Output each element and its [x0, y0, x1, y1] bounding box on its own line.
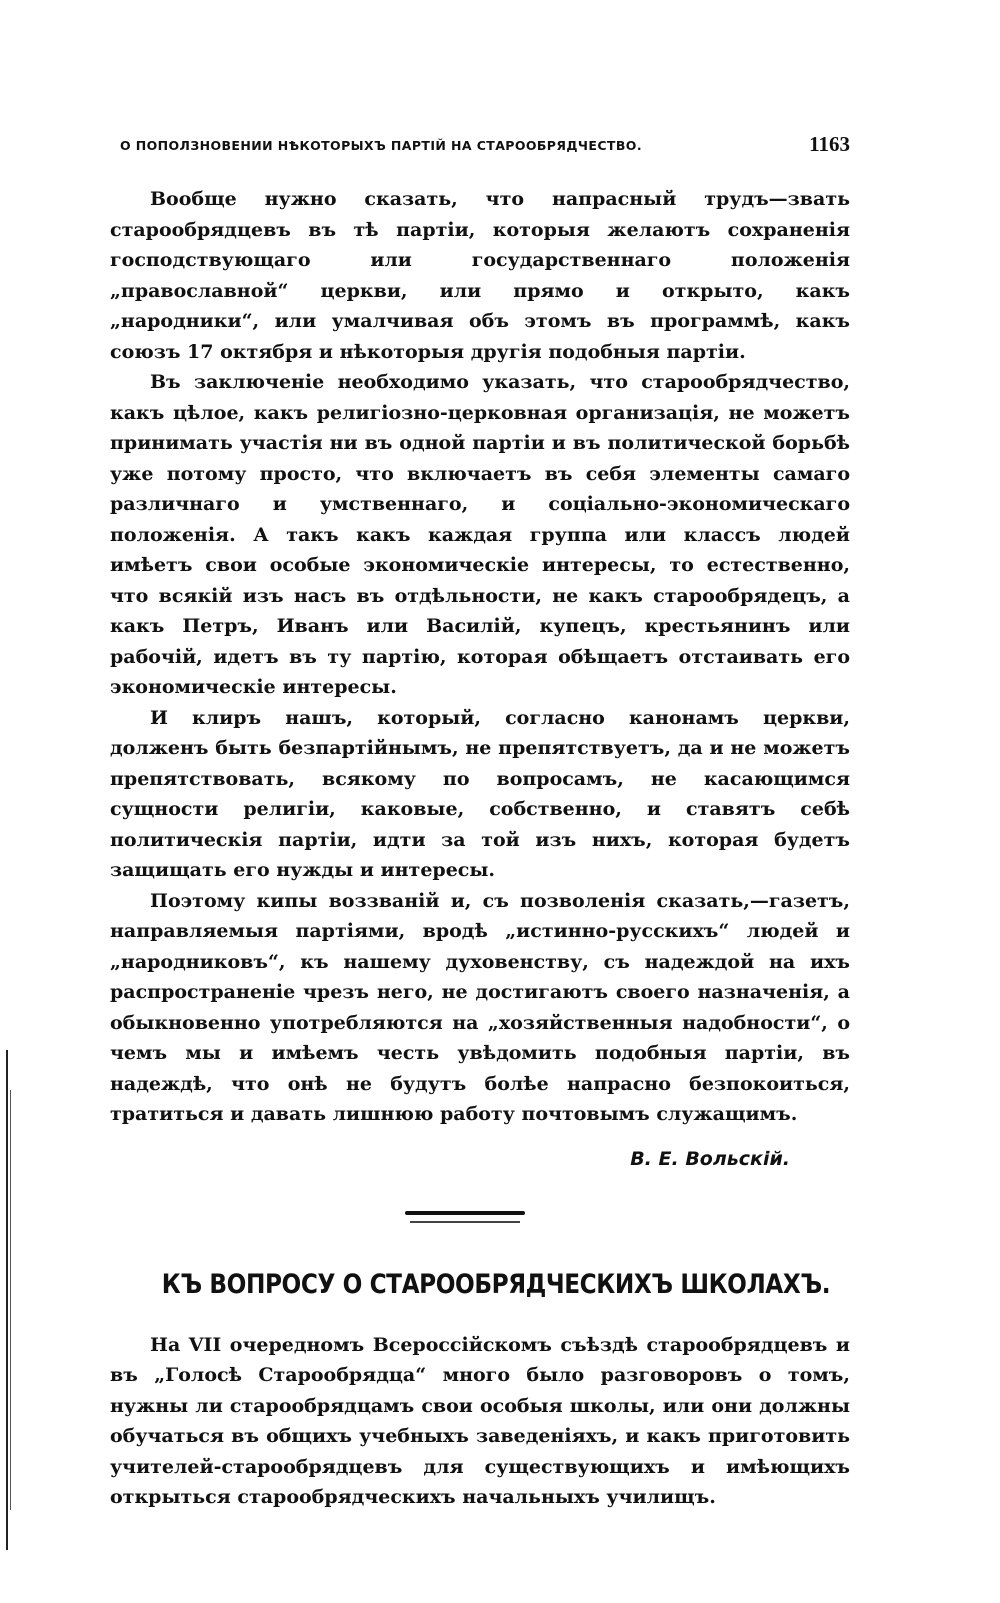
- scan-edge-mark-thin: [10, 1090, 11, 1510]
- divider-rule-thin: [410, 1221, 520, 1223]
- article-body: [110, 184, 850, 1130]
- running-title: О ПОПОЛЗНОВЕНИИ НѢКОТОРЫХЪ ПАРТІЙ НА СТАРООБРЯДЧЕСТВО.: [120, 138, 642, 153]
- section-title: КЪ ВОПРОСУ О СТАРООБРЯДЧЕСКИХЪ ШКОЛАХЪ.: [161, 1268, 831, 1300]
- paragraph: Поэтому кипы воззваній и, съ позволенія сказать,—газетъ, направляемыя партіями, вродѣ „истинно-русскихъ“ людей и „народниковъ“, къ нашему духовенству, съ надеждой на ихъ распространеніе чрезъ него, не достигаютъ своего назначенія, а обыкновенно употребляются на „хозяйственныя надобности“, о чемъ мы и имѣемъ честь увѣдомить подобныя партіи, въ надеждѣ, что онѣ не будутъ болѣе напрасно безпокоиться, тратиться и давать лишнюю работу почтовымъ служащимъ.: [110, 889, 850, 1125]
- paragraph: И клиръ нашъ, который, согласно канонамъ церкви, долженъ быть безпартійнымъ, не препятствуетъ, да и не можетъ препятствовать, всякому по вопросамъ, не касающимся сущности религіи, каковые, собственно, и ставятъ себѣ политическія партіи, идти за той изъ нихъ, которая будетъ защищать его нужды и интересы.: [110, 706, 850, 881]
- article-body-2: [110, 1330, 850, 1513]
- paragraph: Вообще нужно сказать, что напрасный трудъ—звать старообрядцевъ въ тѣ партіи, которыя желаютъ сохраненія господствующаго или государственнаго положенія „православной“ церкви, или прямо и открыто, какъ „народники“, или умалчивая объ этомъ въ программѣ, какъ союзъ 17 октября и нѣкоторыя другія подобныя партіи.: [110, 188, 850, 363]
- page-number: 1163: [809, 132, 850, 156]
- section-divider: [80, 1200, 850, 1223]
- running-head: [110, 130, 850, 154]
- paragraph: Въ заключеніе необходимо указать, что старообрядчество, какъ цѣлое, какъ религіозно-церковная организація, не можетъ принимать участія ни въ одной партіи и въ политической борьбѣ уже потому просто, что включаетъ въ себя элементы самаго различнаго и умственнаго, и соціально-экономическаго положенія. А такъ какъ каждая группа или классъ людей имѣетъ свои особые экономическіе интересы, то естественно, что всякій изъ насъ въ отдѣльности, не какъ старообрядецъ, а какъ Петръ, Иванъ или Василій, купецъ, крестьянинъ или рабочій, идетъ въ ту партію, которая обѣщаетъ отстаивать его экономическіе интересы.: [110, 371, 850, 698]
- book-page: [110, 130, 850, 1513]
- divider-rule: [405, 1211, 525, 1215]
- scan-edge-mark: [6, 1050, 8, 1550]
- author-signature: В. Е. Вольскій.: [630, 1147, 790, 1170]
- paragraph: На VII очередномъ Всероссійскомъ съѣздѣ старообрядцевъ и въ „Голосѣ Старообрядца“ много было разговоровъ о томъ, нужны ли старообрядцамъ свои особыя школы, или они должны обучаться въ общихъ учебныхъ заведеніяхъ, и какъ приготовить учителей-старообрядцевъ для существующихъ и имѣющихъ открыться старообрядческихъ начальныхъ училищъ.: [110, 1333, 850, 1508]
